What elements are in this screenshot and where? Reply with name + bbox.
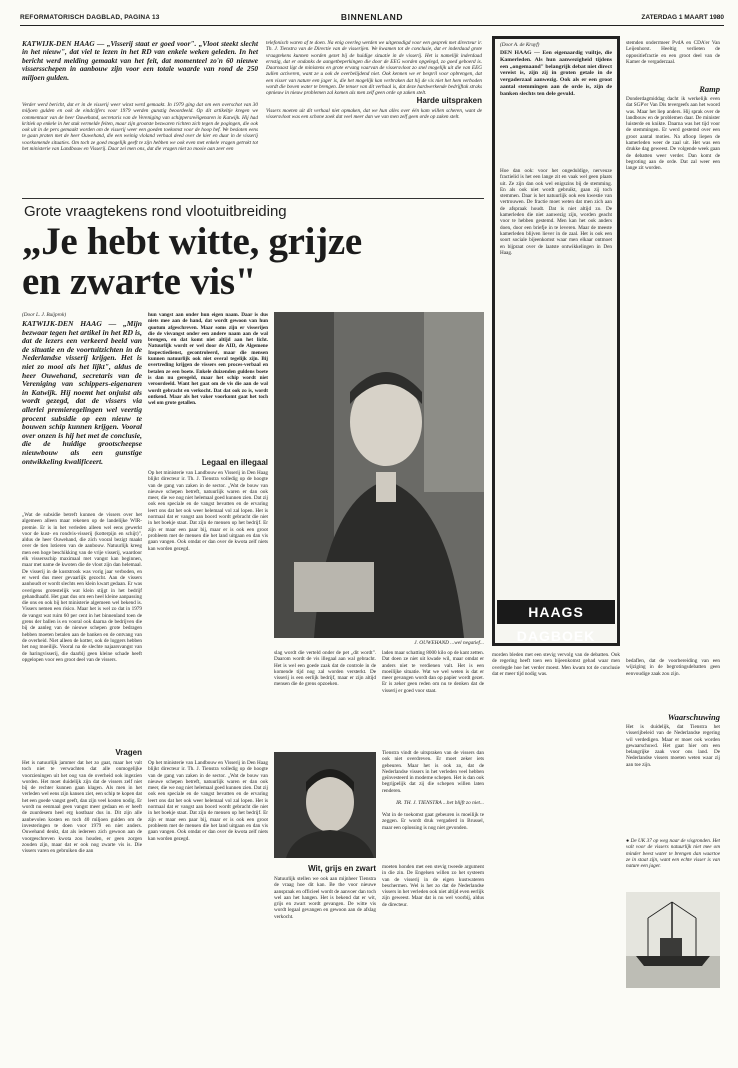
subhead-waarschuwing: Waarschuwing	[667, 712, 720, 722]
column-mid-bottom: bedaflen, dat de voorbereiding van een wijziging in de begrotingsdebatten geen eenvoudige zaak zou zijn.	[626, 658, 720, 677]
column-right-body: Donderdagmiddag dacht ik werkelijk even dat SGP'er Van Dis tevergeefs aan het woord was. Maar het liep anders. Hij sprak over de landbouw en de problemen daar. De minister luisterde en knikte. Daarna was het tijd voor de stemmingen. Er werd gestemd over een groot aantal moties. Na afloop liepen de kamerleden weer de zaal uit. Het was een drukke dag geweest. De volgende week gaan de debatten weer verder. Dan komt de begroting aan de orde. Dat zal weer een lange zit worden.	[626, 96, 720, 172]
top-story-col2b: Vissers moeten uit dit verhaal niet opmaken, dat we hun alles over één kam willen scheren, want de vissersvloot was een schone zoek dat veel meer dan we van men zelf geen orde op zaken stelt.	[266, 108, 482, 121]
feature-col3d: Natuurlijk stellen we ook aan mijnheer Tienstra de vraag hoe dit kan. Be the voor nieuwe aanspraak en officieel wordt de aanvoer dan toch wel aan het hangen. Het is bekend dat er wit, grijs en zwart wordt gevangen. De witte vis wordt legaal gevangen en gewoon aan de afslag verkocht.	[274, 876, 376, 920]
top-story-lead: KATWIJK-DEN HAAG — „Visserij staat er goed voor". „Vloot steekt slecht in het nieuw", dat viel te lezen in het RD van enkele weken geleden. In het bericht werd melding gemaakt van het feit, dat momenteel zo'n 60 nieuwe vissersschepen in aanbouw zijn voor een totale waarde van rond de 250 miljoen gulden.	[22, 39, 258, 82]
feature-col1: „Wat de subsidie betreft kunnen de vissers over het algemeen alleen maar rekenen op de landelijke WIR-premie. Er is in het verleden alleen wel eens gewerkt voor de kust- en rondvis-visserij (kotterpijn en schijt)", aldus de heer Ouwehand, die zich vooral bezigt maakt over de tien lotieren van de aanbouw. Natuurlijk kreeg men een hoge beschikking van de vrije visserij, waardoor elk vissersschip maximaal met vangst kan beginnen, maar met name de kwoten die de vloot zijn dan helemaal. De visserij in de kuststrook was vorig jaar verboden, en er werd dus meer gevaarlijk gezocht. Aan de vissers aanhoudt er wordt slechts een klein kwart gedaan. Er was overigens grotestelijk wat klein stijgt in het bedrijf gehandhaafd. Het gaat dus om een heel kleine aanpassing die ons en ook bij het ministerie algemeen wel bekend is. Vissers nemen een risico. Maar het is wel zo dat in 1979 de vangst wat ruim 60 per cent in het binnenland toen de grens der ballen is en vooral ook daarna de bedrijven die bij de aanleg van de nieuwe schepen grote bedragen hebben moeten betalen aan de banken en de ontvang van de overheid. Niet alleen de kotter, ook de loggers hebben het nog moeilijk. Vooral na de slechte najaarsvangst van de haringvisserij, die daarbij geen kleine schade heeft opgelopen voor een groot deel van de vissers.	[22, 512, 142, 663]
header-date: ZATERDAG 1 MAART 1980	[641, 14, 724, 21]
feature-col3c: Wat in de toekomst gaat gebeuren is moeilijk te zeggen. Er wordt druk vergaderd in Brussel, maar een oplossing is nog niet gevonden.	[382, 812, 484, 831]
feature-col4b: Tienstra vindt de uitspraken van de vissers dan ook niet overdreven. Er moet zeker iets gebeuren. Maar het is ook zo, dat de Nederlandse vissers in het verleden veel hebben geïnvesteerd in moderne schepen. Het is dan ook begrijpelijk dat zij die schepen willen laten renderen.	[382, 750, 484, 794]
subhead-legaal: Legaal en illegaal	[201, 458, 268, 467]
column-left-bottom: morden bleden met een stevig vervolg van de debatten. Ook de regering heeft toen een bijeenkomst gehad waar men overlegde hoe het verder moest. Men kwam tot de conclusie dat er meer tijd nodig was.	[492, 652, 620, 677]
photo-ouwehand	[274, 312, 484, 638]
feature-col4: laden maar schatting 8000 kilo op de kant zetten. Dat doen ze niet uit kwade wil, maar omdat er anders niet te verdienen valt. Het is een moeilijke situatie. Wat we wel weten is dat er meer gevangen wordt dan op papier wordt gezet. Er is zeker geen reden om nu te denken dat de visserij er goed voor staat.	[382, 650, 484, 694]
subhead-vragen: Vragen	[115, 748, 142, 757]
column-lead: DEN HAAG — Een eigenaardig vuiltje, die Kamerleden. Als hun aanwezigheid tijdens een „ongemaand" belangrijk debat niet direct vereist is, zijn zij in groten getale in de vergaderzaal aanwezig. Ook als er een groot aantal stemmingen aan de orde is, zijn de banken slechts ten dele gevuld.	[500, 50, 612, 97]
haags-dagboek-banner: HAAGS DAGBOEK	[497, 600, 615, 624]
top-story-subhead: Harde uitspraken	[416, 96, 482, 105]
headline-line-1: „Je hebt witte, grijze	[22, 220, 362, 263]
feature-col2: hun vangst aan onder hun eigen naam. Daar is dus niets mee aan de hand, dat wordt gewoon van hun quotum afgeschreven. Maar soms zijn er visserijen die de visvangst onder een andere naam aan de wal brengen, en dat komt niet altijd aan het licht. Natuurlijk wordt er wel door de AID, de Algemene Inspectiedienst, gecontroleerd, maar die mensen kunnen natuurlijk ook niet overal tegelijk zijn. Bij overtreding krijgen de vissers een proces-verbaal en betalen ze een boete. Enkele duizenden guldens boete is dan nu geregeld, maar het schip wordt niet veroordeeld. Want het gaat om de vis die aan de wal wordt gebracht en verkocht. Dat dat ook zo is, wordt ontkend. Maar als het vaker voorkomt gaat het toch wel om grote getallen.	[148, 312, 268, 407]
header-section: BINNENLAND	[340, 12, 404, 22]
header-left: REFORMATORISCH DAGBLAD, PAGINA 13	[20, 14, 160, 21]
feature-col2b: Op het ministerie van Landbouw en Visserij in Den Haag blijkt directeur ir. Th. J. Tienstra volledig op de hoogte van de gang van zaken in de sector. „Wat de bouw van nieuwe schepen betreft, natuurlijk waren er dan ook meer, die we nog niet helemaal goed kunnen zien. Dat zij ook een speciale en de vangst bevatten en de ervaring leert ons dat het ook weer helemaal vol zal lopen. Het is normaal dat er vangst aan boord wordt gebracht die niet in het boekje staat. Dat zijn de mensen op het bedrijf. Er zijn er maar een paar bij, maar er is ook een groot probleem met de mensen die het land uitgaan en dan vis gaan vangen. Ook omdat er dan over de kwota zelf niets kan worden gezegd.	[148, 470, 268, 552]
feature-col1b: Het is natuurlijk jammer dat het zo gaat, maar het valt toch niet te verwachten dat alle onmogelijke voorzieningen uit het oog van de overheid ook ingezien worden. Het moet duidelijk zijn dat de vissers zelf niet bij de rechter kunnen gaan klagen. Als men in het verleden wel eens zijn kansen ziet, een schip te kopen dat het een goede vangst geeft, dan zijn veel kosten nodig. Er wordt nu eenmaal geen vangst meer gedaan en er heeft de zuurdesem heel erg kostbaar dus in. Dit zijn alle aanbevolen kosten en toch 40 miljoen gulden om de investeringen te doen voor 1979 en niet anders. Ouwehand denkt, dat als iedereen zich gewoon aan de voorgeschreven kwota zou houden, er geen zorgen zouden zijn, maar dat er ook nog zwarte vis is. Die vissers varen en gebruiken die aan	[22, 760, 142, 855]
photo1-caption: J. OUWEHAND ...wel negatief...	[414, 640, 484, 646]
top-story-body: Verder werd bericht, dat er in de visserij weer winst werd gemaakt. In 1979 ging dat om een overschot van 30 miljoen gulden en ook de eindcijfers voor 1979 werden gunstig beoordeeld. Op dit artikeltje kregen we commentaar van de heer Ouwehand, secretaris van de Vereniging van schippersreëigenaren in Katwijk. Hij had kritiek op enkele in het stuk vermelde feiten, maar zijn grootste bezwaren richten zich tegen de pogingen, die ook ook uit in de pers gemaakt worden om de visserij weer een goeden toekomst voor de hoop hef. We besloten eens te gaan praten met de heer Ouwehand, die een weinig vloland verhaal deed over de kier en duur in de visserij voorkomende situaties. Om toch ze goed mogelijk geeft te zijn hebben we ook even met enkele vragen getrokt tot het ministerie van Landbouw en Visserij. Daar zei men ons, dat die vragen niet zo mooie aan zeer een	[22, 102, 258, 153]
feature-col5: moeten honden met een stevig tweede argument in die zin. De Engelsen willen zo het systeem van de visserij in de eigen kustwateren beschermen. Wel is het zo dat de Nederlandse vissers in het verleden ook niet altijd even eerlijk zijn geweest. Maar dat is nu wel voorbij, aldus de directeur.	[382, 864, 484, 908]
ship-note: ● De UK 37 op weg naar de visgronden. Het valt voor de vissers natuurlijk niet mee om minder beest water te brengen dan waartoe ze in staat zijn, want een echte visser is van nature een jager.	[626, 838, 720, 870]
headline-line-2: en zwarte vis"	[22, 260, 257, 303]
column-right-bottom: Het is duidelijk, dat Tienstra het visserijbeleid van de Nederlandse regering wil verdedigen. Maar er moet ook worden gewaarschuwd. Het gaat hier om een belangrijke zaak voor ons land. De Nederlandse vissers moeten weten waar zij aan toe zijn.	[626, 724, 720, 768]
photo2-caption: IR. TH. J. TIENSTRA ...het blijft zo niet...	[396, 800, 484, 806]
column-body: Hoe dan ook: voor het ongeduldige, nerveuze fractielid is het een lange zit en vaak wel geen plaats uit. Ze zijn dan ook wel enigszins bij de stemming. En als ook niet wordt gebruikt, gaan zij toch stemmen. Daar is het natuurlijk ook een kwestie van vertrouwen. De fractie moet weten dat men zich aan de afspraak houdt. Dat is niet altijd zo. De kamerleden die niet aanwezig zijn, worden geacht voor te hebben gestemd. Men kan het ook anders doen, door een briefje in te leveren. Maar de meeste kamerleden blijven liever in de zaal. Het is ook een soort sociale bijeenkomst waar men elkaar ontmoet en bijpraat over de laatste ontwikkelingen in Den Haag.	[500, 168, 612, 256]
subhead-wit: Wit, grijs en zwart	[308, 864, 376, 873]
byline: (Door L. J. Buijprok)	[22, 312, 67, 318]
column-byline: (Door A. de Kruyf)	[500, 42, 540, 48]
photo-tienstra	[274, 752, 376, 858]
kicker: Grote vraagtekens rond vlootuitbreiding	[24, 203, 287, 220]
top-story-col2: telefonisch waren af te doen. Na enig overleg werden we uitgenodigd voor een gesprek met directeur ir. Th. J. Tienstra van de Directie van de visserijen. We kwamen tot de conclusie, dat er inderdaad grote vraagtekens kunnen worden gezet bij de huidige situatie in de visserij. Het is namelijk inderdaad ernstig, dat er ondanks de aangetbeperkingen die door de EEG worden opgelegd, zo goed geboerd is. Daarnaast ligt de ministens en grote ervang vaarvan de vissersvloot zo snel mogelijk uit die van EEG zullen activeren, want ze u ook de overbelijdend niet. Ook kennen we er bespril voor opbrengen, dat een visser van nature een jager is, die het mogelijk kan verbraken dat hij de vis niet het hem verboden wordt die boven water te brengen. De tenser van dit verhaal is, dat deze hardwerkende bedrijftak straks opnieuw in nieuw problemen zal komen als men zelf geen orde op zaken stelt.	[266, 40, 482, 97]
photo-ship	[626, 892, 720, 988]
feature-col2c: Op het ministerie van Landbouw en Visserij in Den Haag blijkt directeur ir. Th. J. Tienstra volledig op de hoogte van de gang van zaken in de sector. „Wat de bouw van nieuwe schepen betreft, natuurlijk waren er dan ook meer, die we nog niet helemaal goed kunnen zien. Dat zij ook een speciale en de vangst bevatten en de ervaring leert ons dat het ook weer helemaal vol zal lopen. Het is normaal dat er vangst aan boord wordt gebracht die niet in het boekje staat. Dat zijn de mensen op het bedrijf. Er zijn er maar een paar bij, maar er is ook een groot probleem met de mensen die het land uitgaan en dan vis gaan vangen. Ook omdat er dan over de kwota zelf niets kan worden gezegd.	[148, 760, 268, 842]
column-right: stemden onderrmeer PvdA en CDA'er Van Leijenhorst. Heeltig verlieten de oppositiefractie en een groot deel van de Kamer de vergaderzaal.	[626, 40, 720, 65]
subhead-ramp: Ramp	[699, 84, 720, 94]
page-header	[20, 14, 724, 26]
feature-intro: KATWIJK-DEN HAAG — „Mijn bezwaar tegen het artikel in het RD is, dat de lezers een verkeerd beeld van de situatie en de voortuitzichten in de Nederlandse visserij krijgen. Het is niet zo mooi als het lijkt", aldus de heer Ouwehand, secretaris van de Vereniging van schippers-eigenaren in Katwijk. Hij noemt het onjuist als wordt gezegd, dat de vissers via allerlei premieregelingen wel veertig procent subsidie op een nieuw te bouwen schip kunnen krijgen. Vooral over onzen is hij het met de conclusie, die de huidige grootscheepse nieuwbouw als een gunstige ontwikkeling kwalificeert.	[22, 319, 142, 466]
feature-col3: slag wordt die verteld onder de pet „dit wordt". Daarom wordt de vis illegaal aan wal gebracht. Het is wel een goede zaak dat de controle in de komende tijd nog zal worden versterkt. De visserij is een eerlijk bedrijf, maar er zijn altijd mensen die de grens opzoeken.	[274, 650, 376, 688]
divider	[22, 198, 484, 199]
